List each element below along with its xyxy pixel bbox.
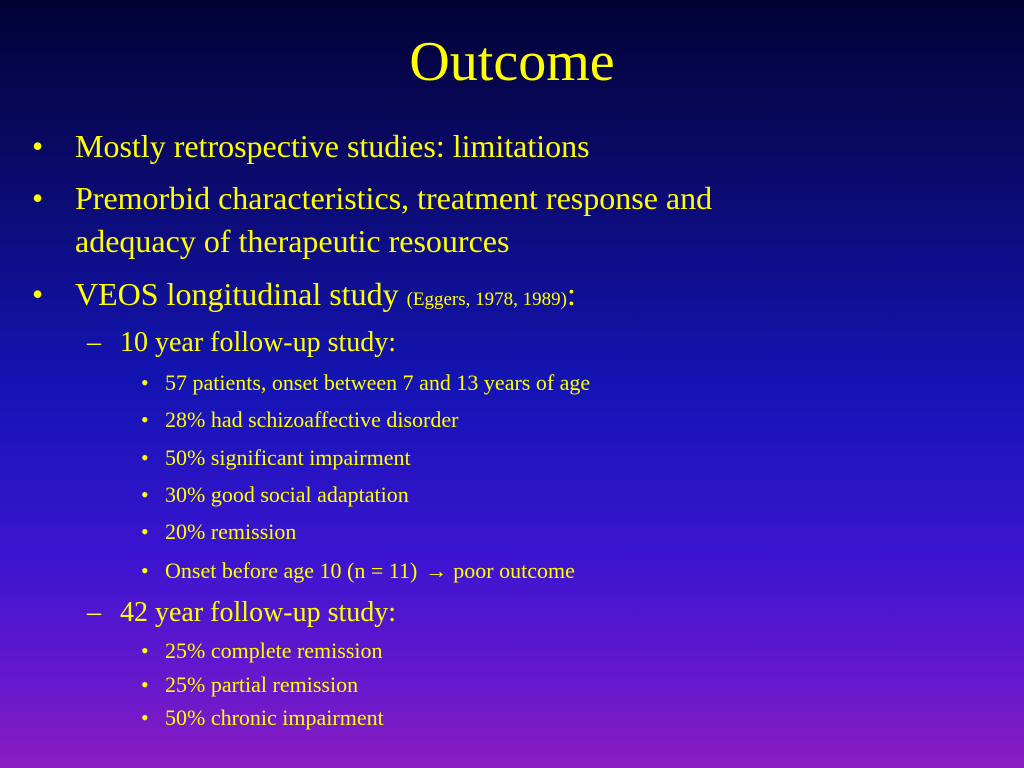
bullet-icon: • — [32, 276, 44, 312]
bullet-text: Mostly retrospective studies: limitations — [75, 128, 590, 164]
bullet-icon: • — [141, 672, 149, 697]
bullet-suffix: : — [566, 276, 576, 312]
list-item — [141, 636, 383, 666]
dash-icon: – — [87, 597, 101, 628]
list-item — [141, 405, 459, 435]
bullet-icon: • — [141, 407, 149, 432]
list-item-text: 57 patients, onset between 7 and 13 years of age — [165, 370, 591, 395]
sub-heading-text: 10 year follow-up study: — [120, 327, 397, 358]
bullet-item — [32, 273, 975, 321]
bullet-icon: • — [141, 705, 149, 730]
list-item-text: 25% partial remission — [165, 672, 359, 697]
slide-title: Outcome — [409, 31, 615, 93]
list-item — [141, 703, 384, 733]
sub-heading-10-year — [87, 325, 397, 361]
bullet-item — [32, 177, 975, 263]
list-item — [141, 517, 297, 547]
list-item — [141, 670, 359, 700]
bullet-icon: • — [141, 558, 149, 583]
list-item — [141, 480, 409, 510]
list-item-text: 28% had schizoaffective disorder — [165, 407, 459, 432]
bullet-icon: • — [141, 370, 149, 395]
bullet-icon: • — [141, 638, 149, 663]
list-item-text: 25% complete remission — [165, 638, 383, 663]
list-item — [141, 443, 411, 473]
bullet-icon: • — [141, 445, 149, 470]
list-item-text: 50% significant impairment — [165, 445, 411, 470]
bullet-item — [32, 125, 975, 168]
bullet-icon: • — [141, 482, 149, 507]
list-item-text: Onset before age 10 (n = 11) — [165, 558, 418, 583]
bullet-icon: • — [141, 519, 149, 544]
right-arrow-icon: → — [425, 558, 448, 583]
citation: (Eggers, 1978, 1989) — [406, 289, 567, 310]
bullet-text-line-2: adequacy of therapeutic resources — [75, 223, 510, 259]
list-item-text: 20% remission — [165, 519, 297, 544]
sub-heading-42-year — [87, 595, 397, 631]
bullet-text-line-1: Premorbid characteristics, treatment response and — [75, 180, 713, 216]
list-item-text: 30% good social adaptation — [165, 482, 409, 507]
list-item — [141, 368, 591, 398]
list-item — [141, 556, 575, 586]
list-item-text: 50% chronic impairment — [165, 705, 384, 730]
bullet-icon: • — [32, 180, 44, 216]
sub-heading-text: 42 year follow-up study: — [120, 597, 397, 628]
dash-icon: – — [87, 327, 101, 358]
list-item-text-suffix: poor outcome — [453, 558, 575, 583]
bullet-text: VEOS longitudinal study — [75, 276, 407, 312]
bullet-icon: • — [32, 128, 44, 164]
